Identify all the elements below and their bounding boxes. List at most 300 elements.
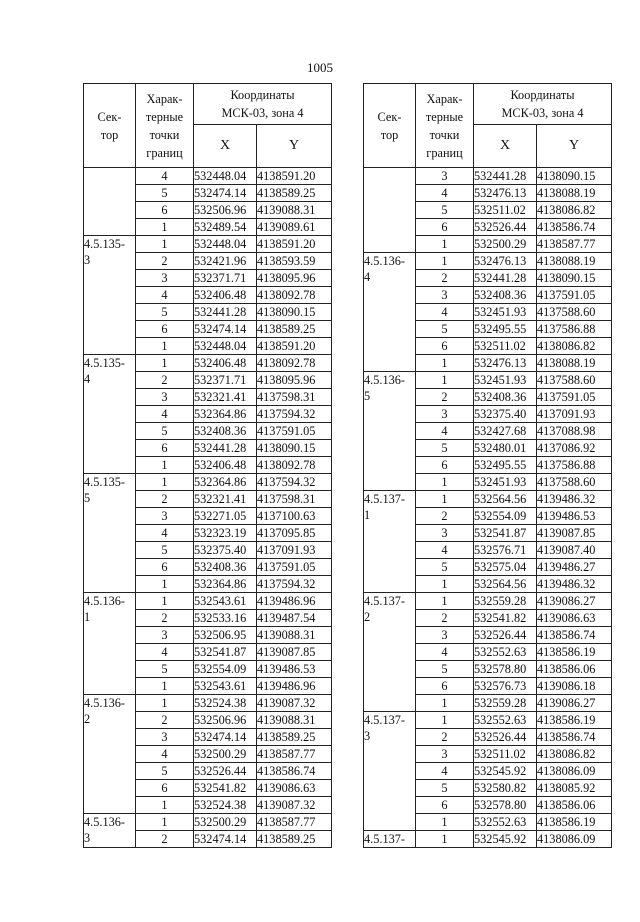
point-number-cell: 1 bbox=[416, 831, 474, 848]
point-number-cell: 1 bbox=[136, 474, 194, 491]
sector-cell bbox=[364, 491, 416, 593]
x-coordinate-cell: 532552.63 bbox=[474, 814, 537, 831]
point-number-cell: 2 bbox=[136, 610, 194, 627]
y-coordinate-cell: 4138593.59 bbox=[257, 253, 332, 270]
x-coordinate-cell: 532448.04 bbox=[194, 236, 257, 253]
x-coordinate-cell: 532421.96 bbox=[194, 253, 257, 270]
point-number-cell: 5 bbox=[416, 559, 474, 576]
x-coordinate-cell: 532408.36 bbox=[194, 559, 257, 576]
point-number-cell: 4 bbox=[416, 423, 474, 440]
point-number-cell: 1 bbox=[136, 797, 194, 814]
x-coordinate-cell: 532476.13 bbox=[474, 253, 537, 270]
y-coordinate-cell: 4137591.05 bbox=[537, 389, 612, 406]
y-coordinate-cell: 4138591.20 bbox=[257, 236, 332, 253]
point-number-cell: 4 bbox=[416, 644, 474, 661]
point-number-cell: 3 bbox=[416, 168, 474, 185]
table-row bbox=[84, 474, 332, 491]
point-number-cell: 3 bbox=[136, 627, 194, 644]
point-number-cell: 1 bbox=[416, 593, 474, 610]
y-coordinate-cell: 4138586.74 bbox=[537, 627, 612, 644]
point-number-cell: 1 bbox=[136, 576, 194, 593]
point-number-cell: 3 bbox=[136, 270, 194, 287]
point-number-cell: 5 bbox=[416, 321, 474, 338]
point-number-cell: 2 bbox=[416, 508, 474, 525]
header-x: X bbox=[194, 125, 257, 168]
point-number-cell: 1 bbox=[136, 814, 194, 831]
point-number-cell: 2 bbox=[136, 831, 194, 848]
sector-label: 4.5.137- bbox=[364, 492, 405, 506]
point-number-cell: 3 bbox=[136, 389, 194, 406]
x-coordinate-cell: 532506.96 bbox=[194, 712, 257, 729]
y-coordinate-cell: 4137594.32 bbox=[257, 406, 332, 423]
point-number-cell: 1 bbox=[136, 593, 194, 610]
y-coordinate-cell: 4138090.15 bbox=[537, 168, 612, 185]
y-coordinate-cell: 4138591.20 bbox=[257, 338, 332, 355]
sector-label: 4.5.136- bbox=[84, 696, 125, 710]
x-coordinate-cell: 532578.80 bbox=[474, 661, 537, 678]
point-number-cell: 2 bbox=[136, 491, 194, 508]
x-coordinate-cell: 532526.44 bbox=[474, 219, 537, 236]
x-coordinate-cell: 532474.14 bbox=[194, 729, 257, 746]
table-row bbox=[364, 372, 612, 389]
y-coordinate-cell: 4137591.05 bbox=[537, 287, 612, 304]
point-number-cell: 4 bbox=[416, 542, 474, 559]
y-coordinate-cell: 4139486.96 bbox=[257, 678, 332, 695]
x-coordinate-cell: 532480.01 bbox=[474, 440, 537, 457]
sector-label: 4.5.135- bbox=[84, 237, 125, 251]
x-coordinate-cell: 532541.87 bbox=[194, 644, 257, 661]
table-row bbox=[364, 831, 612, 848]
x-coordinate-cell: 532554.09 bbox=[474, 508, 537, 525]
x-coordinate-cell: 532371.71 bbox=[194, 270, 257, 287]
point-number-cell: 6 bbox=[136, 321, 194, 338]
y-coordinate-cell: 4138586.74 bbox=[257, 763, 332, 780]
y-coordinate-cell: 4139086.63 bbox=[257, 780, 332, 797]
point-number-cell: 2 bbox=[416, 389, 474, 406]
sector-cell bbox=[364, 372, 416, 491]
point-number-cell: 1 bbox=[136, 678, 194, 695]
header-characteristic-points: Харак- терные точки границ bbox=[136, 84, 194, 168]
x-coordinate-cell: 532541.82 bbox=[474, 610, 537, 627]
y-coordinate-cell: 4138586.19 bbox=[537, 644, 612, 661]
table-row bbox=[84, 236, 332, 253]
x-coordinate-cell: 532441.28 bbox=[194, 440, 257, 457]
y-coordinate-cell: 4138586.06 bbox=[537, 797, 612, 814]
x-coordinate-cell: 532545.92 bbox=[474, 831, 537, 848]
table-row bbox=[84, 814, 332, 831]
point-number-cell: 4 bbox=[136, 287, 194, 304]
x-coordinate-cell: 532543.61 bbox=[194, 678, 257, 695]
y-coordinate-cell: 4138095.96 bbox=[257, 270, 332, 287]
x-coordinate-cell: 532511.02 bbox=[474, 202, 537, 219]
x-coordinate-cell: 532451.93 bbox=[474, 474, 537, 491]
sector-cell bbox=[364, 253, 416, 372]
y-coordinate-cell: 4138092.78 bbox=[257, 287, 332, 304]
point-number-cell: 5 bbox=[416, 202, 474, 219]
point-number-cell: 5 bbox=[416, 780, 474, 797]
x-coordinate-cell: 532406.48 bbox=[194, 287, 257, 304]
y-coordinate-cell: 4137594.32 bbox=[257, 474, 332, 491]
x-coordinate-cell: 532559.28 bbox=[474, 593, 537, 610]
x-coordinate-cell: 532375.40 bbox=[194, 542, 257, 559]
sector-label: 4.5.136- bbox=[364, 373, 405, 387]
sector-cell bbox=[364, 831, 416, 848]
y-coordinate-cell: 4139089.61 bbox=[257, 219, 332, 236]
point-number-cell: 3 bbox=[416, 287, 474, 304]
point-number-cell: 5 bbox=[136, 304, 194, 321]
y-coordinate-cell: 4137100.63 bbox=[257, 508, 332, 525]
point-number-cell: 1 bbox=[136, 457, 194, 474]
y-coordinate-cell: 4139088.31 bbox=[257, 627, 332, 644]
sector-label: 5 bbox=[364, 389, 371, 403]
point-number-cell: 6 bbox=[416, 219, 474, 236]
y-coordinate-cell: 4138586.74 bbox=[537, 219, 612, 236]
x-coordinate-cell: 532500.29 bbox=[474, 236, 537, 253]
table-row bbox=[364, 712, 612, 729]
x-coordinate-cell: 532451.93 bbox=[474, 304, 537, 321]
x-coordinate-cell: 532580.82 bbox=[474, 780, 537, 797]
x-coordinate-cell: 532441.28 bbox=[474, 168, 537, 185]
x-coordinate-cell: 532451.93 bbox=[474, 372, 537, 389]
point-number-cell: 1 bbox=[136, 236, 194, 253]
y-coordinate-cell: 4137586.88 bbox=[537, 457, 612, 474]
table-row bbox=[84, 355, 332, 372]
y-coordinate-cell: 4139486.53 bbox=[257, 661, 332, 678]
x-coordinate-cell: 532448.04 bbox=[194, 338, 257, 355]
sector-cell bbox=[364, 712, 416, 831]
y-coordinate-cell: 4138587.77 bbox=[537, 236, 612, 253]
point-number-cell: 6 bbox=[416, 678, 474, 695]
y-coordinate-cell: 4139087.32 bbox=[257, 797, 332, 814]
point-number-cell: 1 bbox=[416, 695, 474, 712]
x-coordinate-cell: 532552.63 bbox=[474, 712, 537, 729]
y-coordinate-cell: 4139087.40 bbox=[537, 542, 612, 559]
y-coordinate-cell: 4138589.25 bbox=[257, 729, 332, 746]
x-coordinate-cell: 532408.36 bbox=[474, 389, 537, 406]
sector-cell bbox=[84, 695, 136, 814]
x-coordinate-cell: 532564.56 bbox=[474, 576, 537, 593]
y-coordinate-cell: 4138085.92 bbox=[537, 780, 612, 797]
point-number-cell: 1 bbox=[416, 814, 474, 831]
y-coordinate-cell: 4138589.25 bbox=[257, 185, 332, 202]
coordinates-table-right bbox=[363, 83, 612, 848]
point-number-cell: 6 bbox=[416, 457, 474, 474]
sector-cell bbox=[364, 593, 416, 712]
sector-cell bbox=[84, 474, 136, 593]
x-coordinate-cell: 532495.55 bbox=[474, 321, 537, 338]
x-coordinate-cell: 532541.87 bbox=[474, 525, 537, 542]
point-number-cell: 3 bbox=[416, 525, 474, 542]
point-number-cell: 5 bbox=[136, 185, 194, 202]
table-row bbox=[84, 168, 332, 185]
point-number-cell: 6 bbox=[416, 797, 474, 814]
x-coordinate-cell: 532554.09 bbox=[194, 661, 257, 678]
y-coordinate-cell: 4138092.78 bbox=[257, 457, 332, 474]
y-coordinate-cell: 4139087.85 bbox=[537, 525, 612, 542]
point-number-cell: 4 bbox=[136, 525, 194, 542]
sector-label: 4.5.136- bbox=[84, 594, 125, 608]
sector-cell bbox=[84, 355, 136, 474]
point-number-cell: 2 bbox=[416, 610, 474, 627]
point-number-cell: 5 bbox=[416, 661, 474, 678]
point-number-cell: 4 bbox=[136, 746, 194, 763]
point-number-cell: 1 bbox=[416, 576, 474, 593]
sector-label: 5 bbox=[84, 491, 91, 505]
x-coordinate-cell: 532476.13 bbox=[474, 355, 537, 372]
point-number-cell: 5 bbox=[136, 661, 194, 678]
point-number-cell: 1 bbox=[136, 355, 194, 372]
y-coordinate-cell: 4137095.85 bbox=[257, 525, 332, 542]
x-coordinate-cell: 532526.44 bbox=[194, 763, 257, 780]
point-number-cell: 2 bbox=[136, 253, 194, 270]
sector-label: 1 bbox=[84, 610, 91, 624]
sector-label: 3 bbox=[364, 729, 371, 743]
sector-label: 4.5.135- bbox=[84, 475, 125, 489]
x-coordinate-cell: 532511.02 bbox=[474, 746, 537, 763]
sector-label: 3 bbox=[84, 831, 91, 845]
x-coordinate-cell: 532552.63 bbox=[474, 644, 537, 661]
x-coordinate-cell: 532427.68 bbox=[474, 423, 537, 440]
header-coordinates: Координаты МСК-03, зона 4 bbox=[474, 84, 612, 125]
y-coordinate-cell: 4139088.31 bbox=[257, 712, 332, 729]
y-coordinate-cell: 4138088.19 bbox=[537, 355, 612, 372]
x-coordinate-cell: 532576.73 bbox=[474, 678, 537, 695]
y-coordinate-cell: 4137591.05 bbox=[257, 559, 332, 576]
x-coordinate-cell: 532524.38 bbox=[194, 695, 257, 712]
point-number-cell: 4 bbox=[136, 644, 194, 661]
sector-label: 4.5.135- bbox=[84, 356, 125, 370]
x-coordinate-cell: 532321.41 bbox=[194, 491, 257, 508]
y-coordinate-cell: 4139086.18 bbox=[537, 678, 612, 695]
y-coordinate-cell: 4138086.82 bbox=[537, 746, 612, 763]
y-coordinate-cell: 4138586.19 bbox=[537, 712, 612, 729]
x-coordinate-cell: 532533.16 bbox=[194, 610, 257, 627]
table-row bbox=[84, 695, 332, 712]
y-coordinate-cell: 4138586.06 bbox=[537, 661, 612, 678]
sector-cell bbox=[84, 593, 136, 695]
x-coordinate-cell: 532526.44 bbox=[474, 729, 537, 746]
y-coordinate-cell: 4137594.32 bbox=[257, 576, 332, 593]
x-coordinate-cell: 532441.28 bbox=[474, 270, 537, 287]
point-number-cell: 3 bbox=[416, 406, 474, 423]
point-number-cell: 6 bbox=[136, 559, 194, 576]
table-row bbox=[84, 593, 332, 610]
x-coordinate-cell: 532506.95 bbox=[194, 627, 257, 644]
y-coordinate-cell: 4139486.32 bbox=[537, 491, 612, 508]
x-coordinate-cell: 532545.92 bbox=[474, 763, 537, 780]
x-coordinate-cell: 532474.14 bbox=[194, 185, 257, 202]
x-coordinate-cell: 532321.41 bbox=[194, 389, 257, 406]
sector-label: 4.5.137- bbox=[364, 594, 405, 608]
y-coordinate-cell: 4138088.19 bbox=[537, 185, 612, 202]
x-coordinate-cell: 532406.48 bbox=[194, 457, 257, 474]
y-coordinate-cell: 4138095.96 bbox=[257, 372, 332, 389]
y-coordinate-cell: 4138086.09 bbox=[537, 831, 612, 848]
y-coordinate-cell: 4137091.93 bbox=[257, 542, 332, 559]
x-coordinate-cell: 532408.36 bbox=[194, 423, 257, 440]
y-coordinate-cell: 4138090.15 bbox=[257, 304, 332, 321]
x-coordinate-cell: 532364.86 bbox=[194, 576, 257, 593]
y-coordinate-cell: 4138589.25 bbox=[257, 831, 332, 848]
y-coordinate-cell: 4139086.27 bbox=[537, 695, 612, 712]
x-coordinate-cell: 532500.29 bbox=[194, 746, 257, 763]
x-coordinate-cell: 532511.02 bbox=[474, 338, 537, 355]
x-coordinate-cell: 532506.96 bbox=[194, 202, 257, 219]
x-coordinate-cell: 532495.55 bbox=[474, 457, 537, 474]
point-number-cell: 1 bbox=[136, 695, 194, 712]
point-number-cell: 1 bbox=[416, 372, 474, 389]
x-coordinate-cell: 532448.04 bbox=[194, 168, 257, 185]
y-coordinate-cell: 4138586.74 bbox=[537, 729, 612, 746]
point-number-cell: 5 bbox=[416, 440, 474, 457]
y-coordinate-cell: 4137598.31 bbox=[257, 491, 332, 508]
point-number-cell: 1 bbox=[416, 474, 474, 491]
y-coordinate-cell: 4138090.15 bbox=[257, 440, 332, 457]
x-coordinate-cell: 532441.28 bbox=[194, 304, 257, 321]
x-coordinate-cell: 532526.44 bbox=[474, 627, 537, 644]
point-number-cell: 6 bbox=[136, 202, 194, 219]
y-coordinate-cell: 4137088.98 bbox=[537, 423, 612, 440]
y-coordinate-cell: 4137086.92 bbox=[537, 440, 612, 457]
sector-cell bbox=[84, 168, 136, 236]
y-coordinate-cell: 4139486.96 bbox=[257, 593, 332, 610]
table-row bbox=[364, 253, 612, 270]
sector-label: 4.5.136- bbox=[364, 254, 405, 268]
y-coordinate-cell: 4138086.82 bbox=[537, 338, 612, 355]
y-coordinate-cell: 4139486.32 bbox=[537, 576, 612, 593]
sector-cell bbox=[364, 168, 416, 253]
y-coordinate-cell: 4137588.60 bbox=[537, 474, 612, 491]
x-coordinate-cell: 532371.71 bbox=[194, 372, 257, 389]
y-coordinate-cell: 4139086.27 bbox=[537, 593, 612, 610]
sector-label: 4 bbox=[84, 372, 91, 386]
x-coordinate-cell: 532575.04 bbox=[474, 559, 537, 576]
y-coordinate-cell: 4138086.82 bbox=[537, 202, 612, 219]
coordinates-table-left bbox=[83, 83, 332, 848]
header-coordinates: Координаты МСК-03, зона 4 bbox=[194, 84, 332, 125]
x-coordinate-cell: 532364.86 bbox=[194, 406, 257, 423]
y-coordinate-cell: 4138589.25 bbox=[257, 321, 332, 338]
point-number-cell: 1 bbox=[136, 338, 194, 355]
page-number: 1005 bbox=[307, 60, 333, 75]
table-row bbox=[364, 593, 612, 610]
sector-label: 2 bbox=[84, 712, 91, 726]
point-number-cell: 4 bbox=[416, 763, 474, 780]
y-coordinate-cell: 4138088.19 bbox=[537, 253, 612, 270]
point-number-cell: 2 bbox=[416, 270, 474, 287]
y-coordinate-cell: 4139486.53 bbox=[537, 508, 612, 525]
sector-cell bbox=[84, 236, 136, 355]
header-y: Y bbox=[257, 125, 332, 168]
sector-cell bbox=[84, 814, 136, 848]
point-number-cell: 3 bbox=[136, 508, 194, 525]
y-coordinate-cell: 4137588.60 bbox=[537, 304, 612, 321]
x-coordinate-cell: 532364.86 bbox=[194, 474, 257, 491]
point-number-cell: 4 bbox=[416, 185, 474, 202]
sector-label: 2 bbox=[364, 610, 371, 624]
sector-label: 4.5.137- bbox=[364, 713, 405, 727]
y-coordinate-cell: 4138090.15 bbox=[537, 270, 612, 287]
point-number-cell: 6 bbox=[416, 338, 474, 355]
point-number-cell: 1 bbox=[416, 491, 474, 508]
point-number-cell: 2 bbox=[136, 712, 194, 729]
x-coordinate-cell: 532564.56 bbox=[474, 491, 537, 508]
point-number-cell: 1 bbox=[416, 712, 474, 729]
x-coordinate-cell: 532375.40 bbox=[474, 406, 537, 423]
x-coordinate-cell: 532543.61 bbox=[194, 593, 257, 610]
x-coordinate-cell: 532271.05 bbox=[194, 508, 257, 525]
sector-label: 4.5.136- bbox=[84, 815, 125, 829]
sector-label: 4 bbox=[364, 270, 371, 284]
x-coordinate-cell: 532524.38 bbox=[194, 797, 257, 814]
y-coordinate-cell: 4137598.31 bbox=[257, 389, 332, 406]
y-coordinate-cell: 4137591.05 bbox=[257, 423, 332, 440]
point-number-cell: 2 bbox=[416, 729, 474, 746]
y-coordinate-cell: 4139487.54 bbox=[257, 610, 332, 627]
y-coordinate-cell: 4137091.93 bbox=[537, 406, 612, 423]
x-coordinate-cell: 532323.19 bbox=[194, 525, 257, 542]
point-number-cell: 6 bbox=[136, 440, 194, 457]
x-coordinate-cell: 532476.13 bbox=[474, 185, 537, 202]
y-coordinate-cell: 4137588.60 bbox=[537, 372, 612, 389]
header-sector: Сек- тор bbox=[364, 84, 416, 168]
x-coordinate-cell: 532408.36 bbox=[474, 287, 537, 304]
y-coordinate-cell: 4137586.88 bbox=[537, 321, 612, 338]
y-coordinate-cell: 4138587.77 bbox=[257, 746, 332, 763]
x-coordinate-cell: 532474.14 bbox=[194, 321, 257, 338]
header-sector: Сек- тор bbox=[84, 84, 136, 168]
sector-label: 4.5.137- bbox=[364, 832, 405, 846]
y-coordinate-cell: 4139486.27 bbox=[537, 559, 612, 576]
y-coordinate-cell: 4138591.20 bbox=[257, 168, 332, 185]
x-coordinate-cell: 532489.54 bbox=[194, 219, 257, 236]
point-number-cell: 3 bbox=[416, 627, 474, 644]
point-number-cell: 5 bbox=[136, 423, 194, 440]
point-number-cell: 3 bbox=[136, 729, 194, 746]
point-number-cell: 1 bbox=[136, 219, 194, 236]
x-coordinate-cell: 532578.80 bbox=[474, 797, 537, 814]
sector-label: 1 bbox=[364, 508, 371, 522]
point-number-cell: 3 bbox=[416, 746, 474, 763]
y-coordinate-cell: 4139087.85 bbox=[257, 644, 332, 661]
point-number-cell: 6 bbox=[136, 780, 194, 797]
point-number-cell: 5 bbox=[136, 542, 194, 559]
x-coordinate-cell: 532541.82 bbox=[194, 780, 257, 797]
table-row bbox=[364, 491, 612, 508]
x-coordinate-cell: 532559.28 bbox=[474, 695, 537, 712]
sector-label: 3 bbox=[84, 253, 91, 267]
y-coordinate-cell: 4138092.78 bbox=[257, 355, 332, 372]
x-coordinate-cell: 532500.29 bbox=[194, 814, 257, 831]
point-number-cell: 4 bbox=[416, 304, 474, 321]
y-coordinate-cell: 4138086.09 bbox=[537, 763, 612, 780]
y-coordinate-cell: 4139087.32 bbox=[257, 695, 332, 712]
point-number-cell: 1 bbox=[416, 253, 474, 270]
header-characteristic-points: Харак- терные точки границ bbox=[416, 84, 474, 168]
x-coordinate-cell: 532406.48 bbox=[194, 355, 257, 372]
y-coordinate-cell: 4138587.77 bbox=[257, 814, 332, 831]
header-x: X bbox=[474, 125, 537, 168]
point-number-cell: 5 bbox=[136, 763, 194, 780]
point-number-cell: 2 bbox=[136, 372, 194, 389]
point-number-cell: 1 bbox=[416, 236, 474, 253]
x-coordinate-cell: 532474.14 bbox=[194, 831, 257, 848]
point-number-cell: 1 bbox=[416, 355, 474, 372]
y-coordinate-cell: 4139088.31 bbox=[257, 202, 332, 219]
table-row bbox=[364, 168, 612, 185]
point-number-cell: 4 bbox=[136, 168, 194, 185]
point-number-cell: 4 bbox=[136, 406, 194, 423]
